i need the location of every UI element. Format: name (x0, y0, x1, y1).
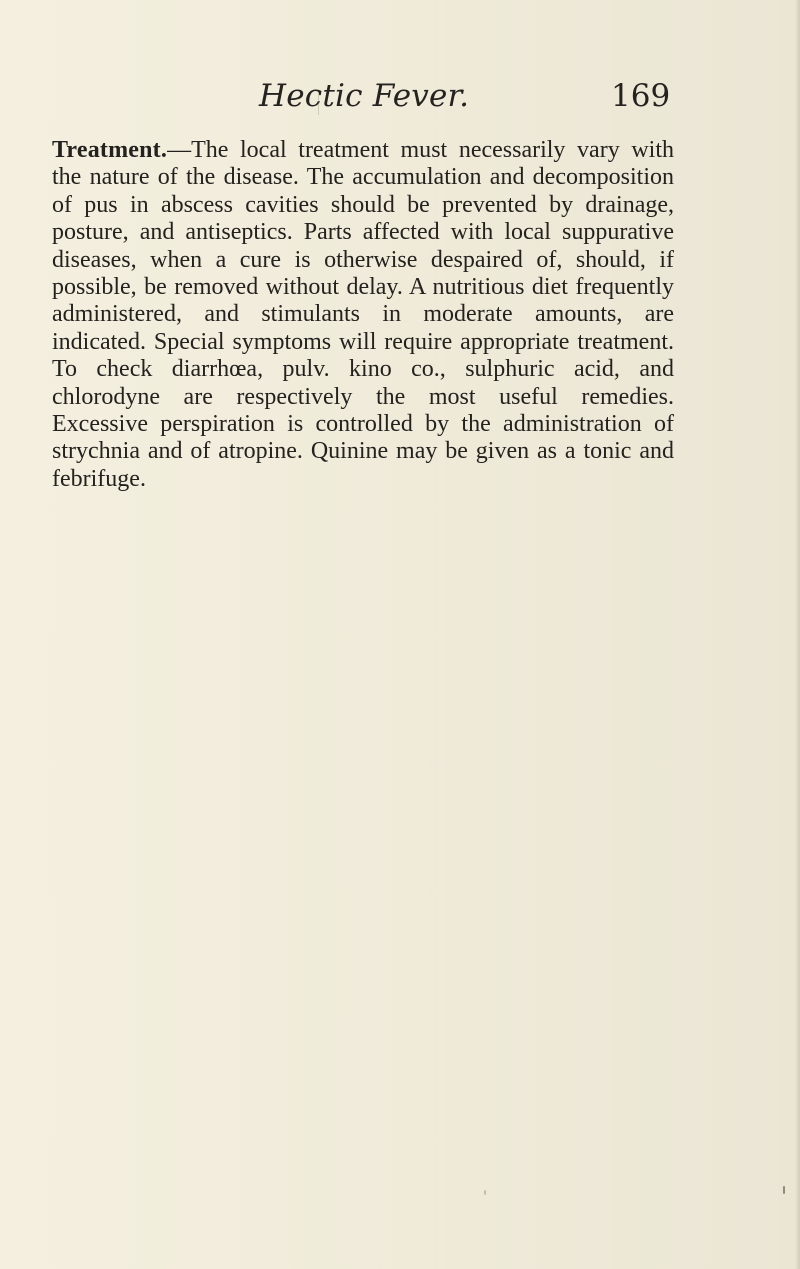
page-header (0, 78, 800, 120)
paragraph-text: —The local treatment must necessarily vary with the nature of the disease. The accumulation and decomposition of pus in abscess cavities should be prevented by drainage, posture, and antiseptics. Parts affected with local suppurative diseases, when a cure is otherwise despaired of, should, if possible, be removed without delay. A nutritious diet frequently administered, and stimulants in moderate amounts, are indicated. Special symptoms will require appropriate treatment. To check diarrhœa, pulv. kino co., sulphuric acid, and chlorodyne are respectively the most useful remedies. Excessive perspiration is controlled by the administration of strychnia and of atropine. Quinine may be given as a tonic and febrifuge. (52, 137, 674, 492)
page-edge-shadow (795, 0, 800, 1269)
paper-mark (484, 1190, 486, 1195)
running-head: Hectic Fever. (259, 78, 470, 114)
paragraph-heading: Treatment. (52, 137, 168, 163)
paper-mark (318, 92, 319, 115)
page-number: 169 (611, 78, 671, 114)
paper-mark (783, 1186, 785, 1194)
treatment-paragraph (52, 137, 674, 493)
